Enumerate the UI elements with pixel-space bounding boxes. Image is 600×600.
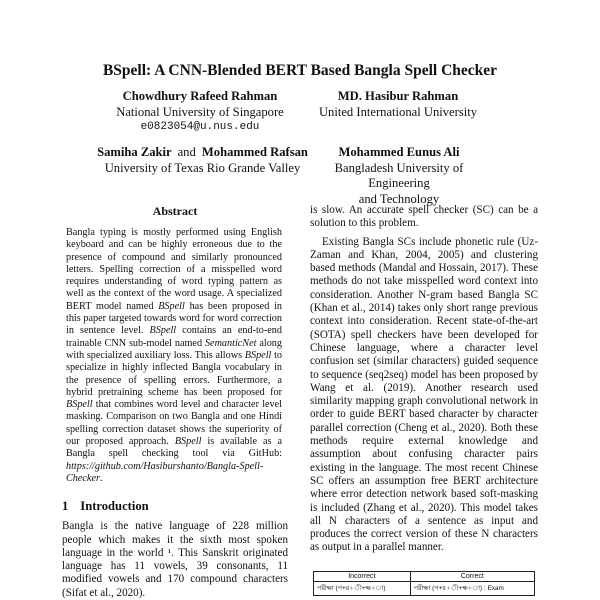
body-paragraph: Existing Bangla SCs include phonetic rule (Uz-Zaman and Khan, 2004, 2005) and clustering based methods (Mandal and Hossain, 2017). These methods do not take misspelled word context into consideration. Another N-gram based Bangla SC (Khan et al., 2014) takes only short range previous context into consideration. Recent state-of-the-art (SOTA) spell checkers have been developed for Chinese language, where a character level confusion set (similar characters) guided sequence to sequence (seq2seq) model has been proposed by Wang et al. (2019). Another research used similarity mapping graph convolutional network in order to guide BERT based character by character parallel correction (Cheng et al., 2020). Both these methods require external knowledge and assumption about confusing character pairs existing in the language. The most recent Chinese SC offers an assumption free BERT architecture where error detection network based soft-masking is included (Zhang et al., 2020). This model takes all N characters of a sentence as input and produces the correct version of these N characters as output in a parallel manner. — [310, 235, 538, 554]
section-number: 1 — [62, 499, 69, 514]
body-paragraph: is slow. An accurate spell checker (SC) can be a solution to this problem. — [310, 204, 538, 230]
table-header: Correct — [410, 572, 534, 582]
right-column — [310, 204, 538, 555]
author-name: Chowdhury Rafeed Rahman — [122, 89, 278, 103]
author-block-1 — [110, 89, 290, 136]
author-and: and — [177, 145, 196, 159]
author-name: Samiha Zakir — [97, 145, 172, 159]
table-header: Incorrect — [314, 572, 411, 582]
section-heading-introduction — [62, 499, 288, 514]
author-affiliation: and Technology — [358, 191, 440, 206]
author-affiliation: Bangladesh University of Engineering — [334, 160, 464, 190]
author-name: Mohammed Eunus Ali — [338, 145, 460, 159]
table-row — [314, 582, 535, 596]
paper-title: BSpell: A CNN-Blended BERT Based Bangla Spell Checker — [102, 62, 498, 79]
author-names — [95, 145, 310, 161]
author-block-2 — [308, 89, 488, 120]
table-cell: পরীক্ষা (প+র+ী+ক্ষ+া) — [314, 582, 411, 596]
github-link[interactable]: https://github.com/Hasiburshanto/Bangla-Spell-Checker — [66, 460, 264, 484]
author-name: Mohammed Rafsan — [201, 145, 308, 159]
abstract-heading: Abstract — [152, 204, 198, 218]
abstract-text: Bangla typing is mostly performed using English keyboard and can be highly erroneous due to the presence of compound and similarly pronounced letters. Spelling correction of a misspelled word requires understanding of word typing pattern as well as the context of the word usage. A specialized BERT model named BSpell has been proposed in this paper targeted towards word for word correction in sentence level. BSpell contains an end-to-end trainable CNN sub-model named SemanticNet along with specialized auxiliary loss. This allows BSpell to specialize in highly inflected Bangla vocabulary in the presence of spelling errors. Furthermore, a hybrid pretraining scheme has been proposed for BSpell that combines word level and character level masking. Comparison on two Bangla and one Hindi spelling correction dataset shows the superiority of our proposed approach. BSpell is available as a Bangla spell checking tool via GitHub: https://github.com/Hasiburshanto/Bangla-Spell-Checker. — [66, 227, 282, 484]
author-affiliation: National University of Singapore — [116, 104, 284, 119]
author-block-3 — [95, 145, 310, 176]
author-email[interactable]: e0823054@u.nus.edu — [140, 121, 260, 133]
intro-paragraph: Bangla is the native language of 228 million people which makes it the sixth most spoken language in the world ¹. This Sanskrit originated language has 11 vowels, 39 consonants, 11 modified vowels and 170 compound characters (Sifat et al., 2020). — [62, 520, 288, 599]
left-column — [62, 204, 288, 600]
author-block-4 — [306, 145, 492, 207]
author-name: MD. Hasibur Rahman — [337, 89, 459, 103]
section-title: Introduction — [80, 499, 149, 514]
table-cell: পরীক্ষা (প+র+ী+ক্ষ+া) : Exam — [410, 582, 534, 596]
table-header-row — [314, 572, 535, 582]
example-table — [313, 571, 535, 596]
author-affiliation: United International University — [318, 104, 478, 119]
author-affiliation: University of Texas Rio Grande Valley — [104, 160, 301, 175]
